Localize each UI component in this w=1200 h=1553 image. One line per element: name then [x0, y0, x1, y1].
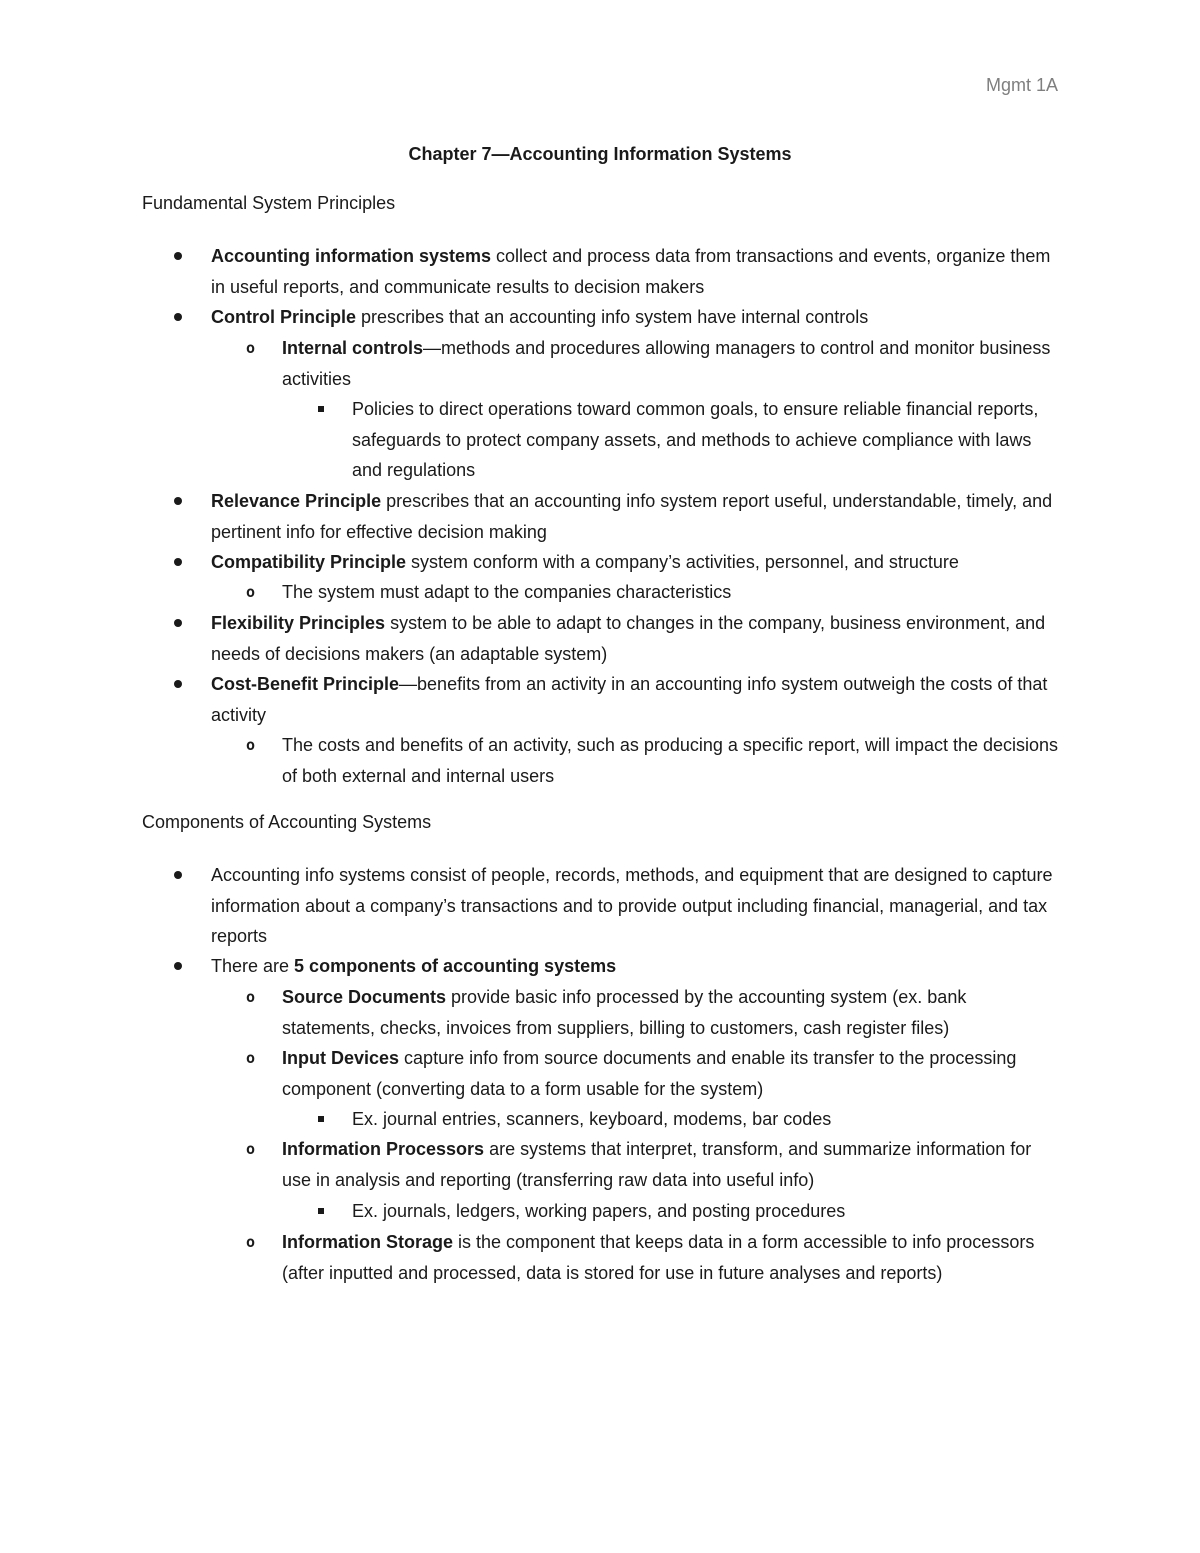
list-item-text: is the component that keeps data in a form accessible to info processors (after inputted and processed, data is stored for use in future analyses and reports) [282, 1232, 1035, 1283]
list-item-text: capture info from source documents and enable its transfer to the processing component (converting data to a form usable for the system) [282, 1048, 1017, 1099]
list-item-text: The costs and benefits of an activity, such as producing a specific report, will impact the decisions of both external and internal users [282, 735, 1059, 786]
list-item [282, 730, 1060, 791]
list-item [282, 333, 1060, 394]
list-item-bold-tail: 5 components of accounting systems [294, 956, 617, 976]
list-item-text: system to be able to adapt to changes in the company, business environment, and needs of decisions makers (an adaptable system) [211, 613, 1046, 664]
list-item-lead: Cost-Benefit Principle [211, 674, 400, 694]
course-header: Mgmt 1A [985, 75, 1058, 95]
list-item-text: The system must adapt to the companies characteristics [282, 582, 732, 602]
list-item [211, 669, 1060, 730]
list-item [211, 860, 1060, 952]
list-item [352, 1196, 1060, 1227]
list-item-text: are systems that interpret, transform, and summarize information for use in analysis and reporting (transferring raw data into useful info) [282, 1139, 1032, 1190]
list-item-lead: Accounting information systems [211, 246, 492, 266]
list-item-lead: Information Storage [282, 1232, 454, 1252]
list-item-text: —benefits from an activity in an accounting info system outweigh the costs of that activity [211, 674, 1048, 725]
list-item [211, 608, 1060, 669]
list-marker: o [246, 988, 256, 1006]
section-heading-components: Components of Accounting Systems [142, 812, 432, 832]
list-item-lead: Information Processors [282, 1139, 485, 1159]
list-item-lead: Relevance Principle [211, 491, 382, 511]
list-item-text: —methods and procedures allowing managers to control and monitor business activities [282, 338, 1051, 389]
list-item-text: Accounting info systems consist of people, records, methods, and equipment that are designed to capture information about a company’s transactions and to provide output including financial, managerial, and tax reports [211, 865, 1053, 946]
list-item-text: There are [211, 956, 295, 976]
list-item [211, 241, 1060, 302]
list-item [211, 547, 1060, 578]
list-marker: o [246, 1049, 256, 1067]
list-item [352, 394, 1060, 486]
list-marker: o [246, 736, 256, 754]
list-item-lead: Input Devices [282, 1048, 400, 1068]
list-item-lead: Flexibility Principles [211, 613, 386, 633]
list-item [282, 1227, 1060, 1288]
list-item-text: Ex. journals, ledgers, working papers, and posting procedures [352, 1201, 846, 1221]
list-item [282, 982, 1060, 1043]
page-title: Chapter 7—Accounting Information Systems [408, 144, 792, 164]
list-item-text: collect and process data from transactions and events, organize them in useful reports, and communicate results to decision makers [211, 246, 1051, 297]
list-item-text: Ex. journal entries, scanners, keyboard, modems, bar codes [352, 1109, 832, 1129]
list-item [282, 577, 1060, 608]
list-marker: o [246, 1140, 256, 1158]
list-item-text: prescribes that an accounting info system have internal controls [356, 307, 869, 327]
list-item-lead: Source Documents [282, 987, 447, 1007]
list-item [352, 1104, 1060, 1135]
list-item [211, 486, 1060, 547]
section-heading-fundamental: Fundamental System Principles [142, 193, 396, 213]
list-marker: o [246, 339, 256, 357]
list-item-text: prescribes that an accounting info system report useful, understandable, timely, and pertinent info for effective decision making [211, 491, 1053, 542]
list-item-lead: Control Principle [211, 307, 357, 327]
list-marker: o [246, 1233, 256, 1251]
list-item-lead: Compatibility Principle [211, 552, 407, 572]
list-item [211, 302, 1060, 333]
list-item-text: system conform with a company’s activities, personnel, and structure [406, 552, 959, 572]
list-item [282, 1043, 1060, 1104]
list-item-text: provide basic info processed by the accounting system (ex. bank statements, checks, invoices from suppliers, billing to customers, cash register files) [282, 987, 967, 1038]
list-item-text: Policies to direct operations toward common goals, to ensure reliable financial reports, safeguards to protect company assets, and methods to achieve compliance with laws and regulations [352, 399, 1039, 480]
list-item [282, 1134, 1060, 1195]
list-item [211, 951, 1060, 982]
list-marker: o [246, 583, 256, 601]
list-item-lead: Internal controls [282, 338, 424, 358]
